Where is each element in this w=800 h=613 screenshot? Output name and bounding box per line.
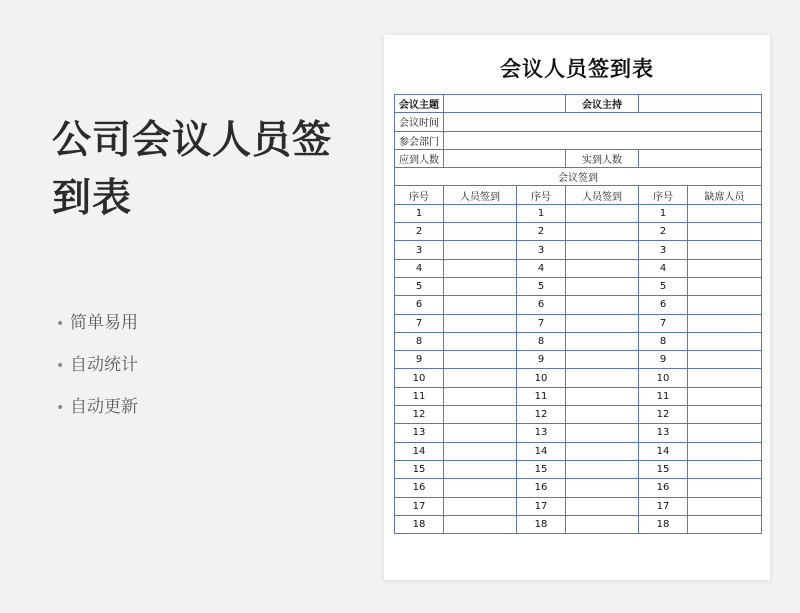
row-number-cell: 12 (517, 406, 566, 424)
row-number-cell: 13 (395, 424, 444, 442)
row-number-cell: 14 (517, 442, 566, 460)
signature-cell[interactable] (444, 387, 517, 405)
feature-label: 自动更新 (70, 397, 138, 417)
signature-cell[interactable] (566, 223, 639, 241)
signature-cell[interactable] (566, 442, 639, 460)
row-number-cell: 3 (517, 241, 566, 259)
signature-cell[interactable] (444, 460, 517, 478)
row-number-cell: 6 (517, 296, 566, 314)
signature-cell[interactable] (444, 369, 517, 387)
absent-person-cell[interactable] (688, 351, 762, 369)
row-number-cell: 14 (395, 442, 444, 460)
absent-person-cell[interactable] (688, 296, 762, 314)
promo-title-line: 到表 (52, 176, 133, 221)
signature-cell[interactable] (444, 424, 517, 442)
absent-person-cell[interactable] (688, 479, 762, 497)
table-row (395, 369, 762, 387)
table-row (395, 351, 762, 369)
table-row (395, 460, 762, 478)
row-number-cell: 17 (517, 497, 566, 515)
signin-table (394, 94, 762, 534)
row-number-cell: 2 (395, 223, 444, 241)
column-header: 人员签到 (444, 186, 517, 204)
absent-person-cell[interactable] (688, 406, 762, 424)
table-row (395, 241, 762, 259)
table-row (395, 131, 762, 149)
table-row (395, 113, 762, 131)
row-number-cell: 9 (395, 351, 444, 369)
row-number-cell: 6 (639, 296, 688, 314)
table-row (395, 259, 762, 277)
table-row (395, 406, 762, 424)
absent-person-cell[interactable] (688, 204, 762, 222)
absent-person-cell[interactable] (688, 223, 762, 241)
absent-person-cell[interactable] (688, 424, 762, 442)
row-number-cell: 9 (517, 351, 566, 369)
absent-person-cell[interactable] (688, 314, 762, 332)
signature-cell[interactable] (444, 204, 517, 222)
signature-cell[interactable] (444, 296, 517, 314)
table-row (395, 442, 762, 460)
absent-person-cell[interactable] (688, 259, 762, 277)
row-number-cell: 1 (395, 204, 444, 222)
row-number-cell: 2 (517, 223, 566, 241)
row-number-cell: 7 (639, 314, 688, 332)
row-number-cell: 16 (639, 479, 688, 497)
table-row (395, 497, 762, 515)
signin-sheet-preview (384, 35, 770, 580)
row-number-cell: 11 (639, 387, 688, 405)
absent-person-cell[interactable] (688, 241, 762, 259)
row-number-cell: 8 (639, 332, 688, 350)
feature-item (56, 352, 138, 394)
column-header: 缺席人员 (688, 186, 762, 204)
actual-label: 实到人数 (566, 149, 639, 167)
expected-label: 应到人数 (395, 149, 444, 167)
signature-cell[interactable] (566, 351, 639, 369)
row-number-cell: 11 (517, 387, 566, 405)
table-row (395, 314, 762, 332)
row-number-cell: 6 (395, 296, 444, 314)
table-row (395, 296, 762, 314)
topic-value-cell[interactable] (444, 95, 566, 113)
row-number-cell: 13 (639, 424, 688, 442)
row-number-cell: 10 (395, 369, 444, 387)
row-number-cell: 5 (517, 277, 566, 295)
row-number-cell: 8 (395, 332, 444, 350)
absent-person-cell[interactable] (688, 442, 762, 460)
row-number-cell: 17 (395, 497, 444, 515)
row-number-cell: 18 (517, 515, 566, 533)
signature-cell[interactable] (566, 314, 639, 332)
table-row (395, 424, 762, 442)
feature-label: 自动统计 (70, 355, 138, 375)
table-row (395, 515, 762, 533)
topic-label: 会议主题 (395, 95, 444, 113)
feature-item (56, 394, 138, 436)
row-number-cell: 5 (639, 277, 688, 295)
dept-label: 参会部门 (395, 131, 444, 149)
row-number-cell: 4 (517, 259, 566, 277)
signature-cell[interactable] (444, 332, 517, 350)
host-label: 会议主持 (566, 95, 639, 113)
column-header: 序号 (639, 186, 688, 204)
row-number-cell: 15 (517, 460, 566, 478)
row-number-cell: 9 (639, 351, 688, 369)
signature-cell[interactable] (444, 515, 517, 533)
row-number-cell: 2 (639, 223, 688, 241)
row-number-cell: 16 (395, 479, 444, 497)
row-number-cell: 12 (639, 406, 688, 424)
bullet-icon: • (56, 316, 65, 332)
row-number-cell: 11 (395, 387, 444, 405)
column-header-row (395, 186, 762, 204)
row-number-cell: 10 (639, 369, 688, 387)
table-row (395, 95, 762, 113)
dept-value-cell[interactable] (444, 131, 762, 149)
table-row (395, 223, 762, 241)
absent-person-cell[interactable] (688, 332, 762, 350)
signature-cell[interactable] (566, 332, 639, 350)
host-value-cell[interactable] (639, 95, 762, 113)
table-row (395, 387, 762, 405)
row-number-cell: 4 (639, 259, 688, 277)
table-row (395, 168, 762, 186)
signature-cell[interactable] (566, 204, 639, 222)
signature-cell[interactable] (566, 497, 639, 515)
feature-item (56, 310, 138, 352)
row-number-cell: 3 (639, 241, 688, 259)
row-number-cell: 15 (639, 460, 688, 478)
signature-cell[interactable] (566, 241, 639, 259)
table-row (395, 332, 762, 350)
signature-cell[interactable] (566, 479, 639, 497)
row-number-cell: 13 (517, 424, 566, 442)
row-number-cell: 10 (517, 369, 566, 387)
row-number-cell: 17 (639, 497, 688, 515)
row-number-cell: 16 (517, 479, 566, 497)
row-number-cell: 4 (395, 259, 444, 277)
signature-cell[interactable] (566, 424, 639, 442)
signature-cell[interactable] (444, 223, 517, 241)
row-number-cell: 8 (517, 332, 566, 350)
bullet-icon: • (56, 400, 65, 416)
signature-cell[interactable] (444, 497, 517, 515)
promo-title-line: 公司会议人员签 (52, 118, 333, 163)
column-header: 序号 (395, 186, 444, 204)
signature-cell[interactable] (566, 515, 639, 533)
row-number-cell: 7 (395, 314, 444, 332)
absent-person-cell[interactable] (688, 460, 762, 478)
signature-cell[interactable] (444, 442, 517, 460)
signature-cell[interactable] (444, 406, 517, 424)
row-number-cell: 12 (395, 406, 444, 424)
row-number-cell: 1 (517, 204, 566, 222)
promo-title (52, 112, 362, 228)
signature-cell[interactable] (566, 259, 639, 277)
signature-cell[interactable] (444, 479, 517, 497)
table-row (395, 479, 762, 497)
time-value-cell[interactable] (444, 113, 762, 131)
signature-cell[interactable] (444, 277, 517, 295)
row-number-cell: 7 (517, 314, 566, 332)
absent-person-cell[interactable] (688, 515, 762, 533)
row-number-cell: 5 (395, 277, 444, 295)
row-number-cell: 18 (639, 515, 688, 533)
signature-cell[interactable] (444, 351, 517, 369)
column-header: 序号 (517, 186, 566, 204)
bullet-icon: • (56, 358, 65, 374)
actual-value-cell[interactable] (639, 149, 762, 167)
signature-cell[interactable] (566, 406, 639, 424)
feature-label: 简单易用 (70, 313, 138, 333)
sheet-title: 会议人员签到表 (500, 57, 654, 81)
signature-cell[interactable] (444, 241, 517, 259)
signature-cell[interactable] (566, 387, 639, 405)
table-row (395, 149, 762, 167)
signature-cell[interactable] (444, 259, 517, 277)
signature-cell[interactable] (566, 369, 639, 387)
row-number-cell: 18 (395, 515, 444, 533)
signature-cell[interactable] (566, 296, 639, 314)
column-header: 人员签到 (566, 186, 639, 204)
time-label: 会议时间 (395, 113, 444, 131)
row-number-cell: 1 (639, 204, 688, 222)
absent-person-cell[interactable] (688, 497, 762, 515)
row-number-cell: 14 (639, 442, 688, 460)
table-row (395, 204, 762, 222)
row-number-cell: 3 (395, 241, 444, 259)
table-row (395, 277, 762, 295)
row-number-cell: 15 (395, 460, 444, 478)
feature-list (56, 310, 138, 436)
absent-person-cell[interactable] (688, 387, 762, 405)
absent-person-cell[interactable] (688, 277, 762, 295)
expected-value-cell[interactable] (444, 149, 566, 167)
section-header: 会议签到 (395, 168, 762, 186)
signature-cell[interactable] (566, 277, 639, 295)
signature-cell[interactable] (444, 314, 517, 332)
absent-person-cell[interactable] (688, 369, 762, 387)
signature-cell[interactable] (566, 460, 639, 478)
